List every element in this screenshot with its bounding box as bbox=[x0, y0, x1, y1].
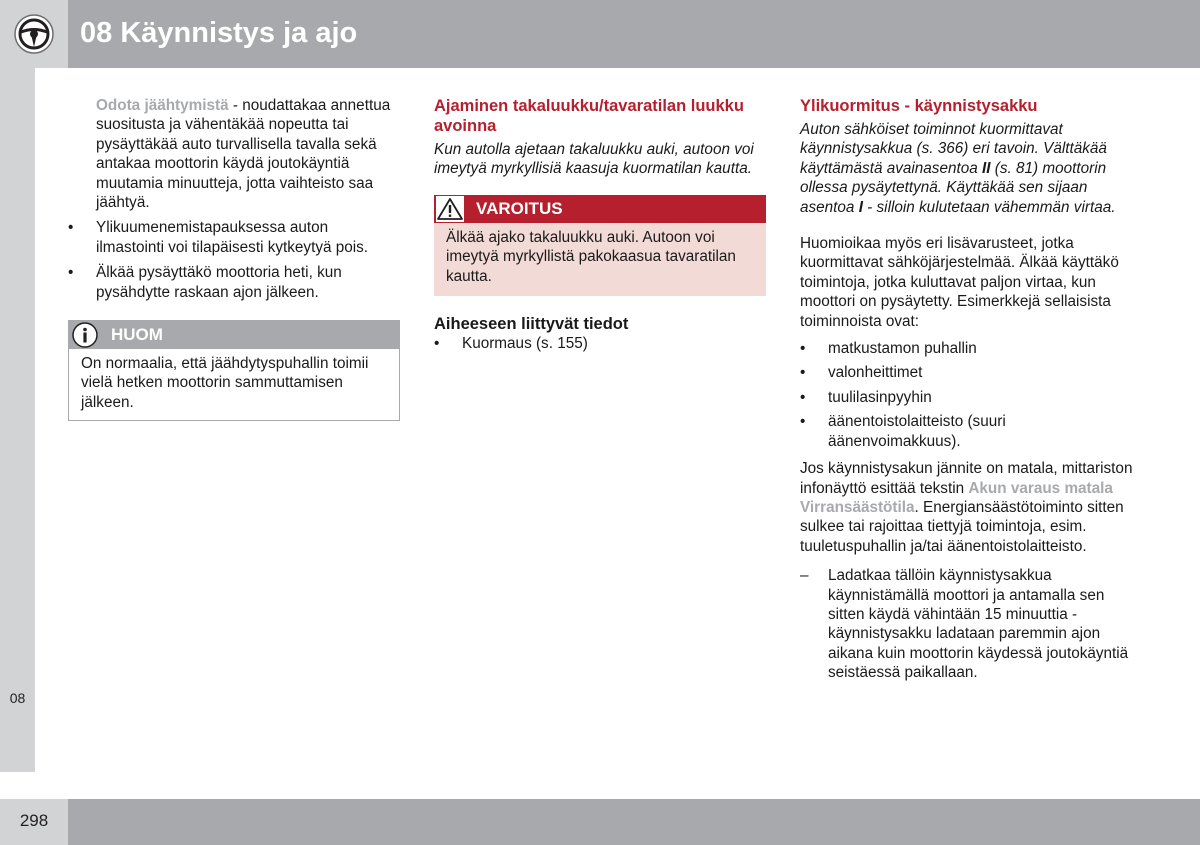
cooling-paragraph bbox=[68, 96, 400, 212]
section-heading: Ajaminen takaluukku/tavaratilan luukku avoinna bbox=[434, 97, 744, 135]
related-list bbox=[434, 334, 766, 353]
bullet-icon: • bbox=[800, 413, 806, 431]
steering-wheel-icon bbox=[14, 14, 54, 54]
column-middle bbox=[434, 96, 766, 353]
section-intro: Auton sähköiset toiminnot kuormittavat käynnistysakkua (s. 366) eri tavoin. Välttäkää käyttämästä avainasentoa II (s. 81) moottorin ollessa pysäytettynä. Käyttäkää sen sijaan asentoa I - silloin kulutetaan vähemmän virtaa. bbox=[800, 121, 1116, 216]
bullet-icon: • bbox=[800, 340, 806, 358]
note-title: HUOM bbox=[111, 325, 163, 345]
bullet-icon: • bbox=[800, 388, 806, 406]
info-icon bbox=[72, 322, 98, 348]
overheat-list bbox=[68, 218, 400, 302]
bullet-icon: • bbox=[434, 335, 440, 353]
list-item: • tuulilasinpyyhin bbox=[800, 388, 932, 406]
list-item: • valonheittimet bbox=[800, 364, 923, 382]
column-left bbox=[68, 96, 400, 421]
related-heading: Aiheeseen liittyvät tiedot bbox=[434, 315, 629, 334]
list-item: • Ylikuumenemistapauksessa auton ilmastointi voi tilapäisesti kytkeytyä pois. bbox=[68, 219, 369, 256]
list-item: • matkustamon puhallin bbox=[800, 340, 977, 358]
page-number: 298 bbox=[19, 811, 49, 830]
cooling-text: - noudattakaa annettua suositusta ja vähentäkää nopeutta tai pysäyttäkää auto turvallisella tavalla sekä antakaa moottorin käydä joutokäyntiä muutamia minuutteja, jotta vaihteisto saa jäähtyä. bbox=[96, 97, 391, 212]
action-list bbox=[800, 566, 1135, 682]
chapter-side-label: 08 bbox=[9, 690, 26, 706]
power-consumer-list bbox=[800, 339, 1135, 451]
warning-header bbox=[434, 195, 766, 223]
warning-triangle-icon bbox=[436, 196, 464, 222]
accessories-paragraph: Huomioikaa myös eri lisävarusteet, jotka kuormittavat sähköjärjestelmää. Älkää käyttäkö toimintoja, jotka kuluttavat paljon virtaa, kun moottori on pysäytetty. Esimerkkejä sellaisista toiminnoista ovat: bbox=[800, 235, 1119, 330]
section-heading: Ylikuormitus - käynnistysakku bbox=[800, 97, 1038, 115]
note-body: On normaalia, että jäähdytyspuhallin toimii vielä hetken moottorin sammuttamisen jälkeen. bbox=[81, 355, 369, 411]
chapter-title: 08 Käynnistys ja ajo bbox=[80, 17, 358, 49]
page-footer bbox=[0, 799, 1200, 845]
chapter-icon-tab bbox=[0, 0, 68, 68]
cooling-term: Odota jäähtymistä bbox=[96, 97, 229, 114]
bullet-icon: • bbox=[68, 219, 74, 237]
chapter-side-tab bbox=[0, 68, 35, 772]
note-header bbox=[69, 321, 399, 349]
bullet-icon: • bbox=[68, 264, 74, 282]
list-item: • Älkää pysäyttäkö moottoria heti, kun pysähdytte raskaan ajon jälkeen. bbox=[68, 264, 342, 301]
bullet-icon: • bbox=[800, 364, 806, 382]
warning-title: VAROITUS bbox=[476, 198, 563, 218]
related-link[interactable]: • Kuormaus (s. 155) bbox=[434, 335, 588, 353]
warning-box bbox=[434, 195, 766, 296]
action-step: – Ladatkaa tällöin käynnistysakkua käynnistämällä moottori ja antamalla sen sitten käydä vähintään 15 minuuttia - käynnistysakku ladataan paremmin ajon aikana kuin moottorin käydessä joutokäyntiä seistäessä paikallaan. bbox=[800, 567, 1129, 682]
list-item: • äänentoistolaitteisto (suuri äänenvoimakkuus). bbox=[800, 413, 1006, 450]
dash-icon: – bbox=[800, 567, 809, 585]
low-voltage-paragraph: Jos käynnistysakun jännite on matala, mittariston infonäyttö esittää tekstin Akun varaus matala Virransäästötila. Energiansäästötoiminto sitten sulkee tai rajoittaa tiettyjä toimintoja, esim. tuuletuspuhallin ja/tai äänentoistolaitteisto. bbox=[800, 460, 1133, 555]
warning-body: Älkää ajako takaluukku auki. Autoon voi imeytyä myrkyllistä pakokaasua tavaratilan kautta. bbox=[446, 228, 736, 285]
column-right bbox=[800, 96, 1135, 683]
section-intro: Kun autolla ajetaan takaluukku auki, autoon voi imeytyä myrkyllisiä kaasuja kuormatilan kautta. bbox=[434, 141, 754, 178]
note-box bbox=[68, 320, 400, 421]
display-message-term: Akun varaus matala Virransäästötila bbox=[800, 479, 1113, 516]
